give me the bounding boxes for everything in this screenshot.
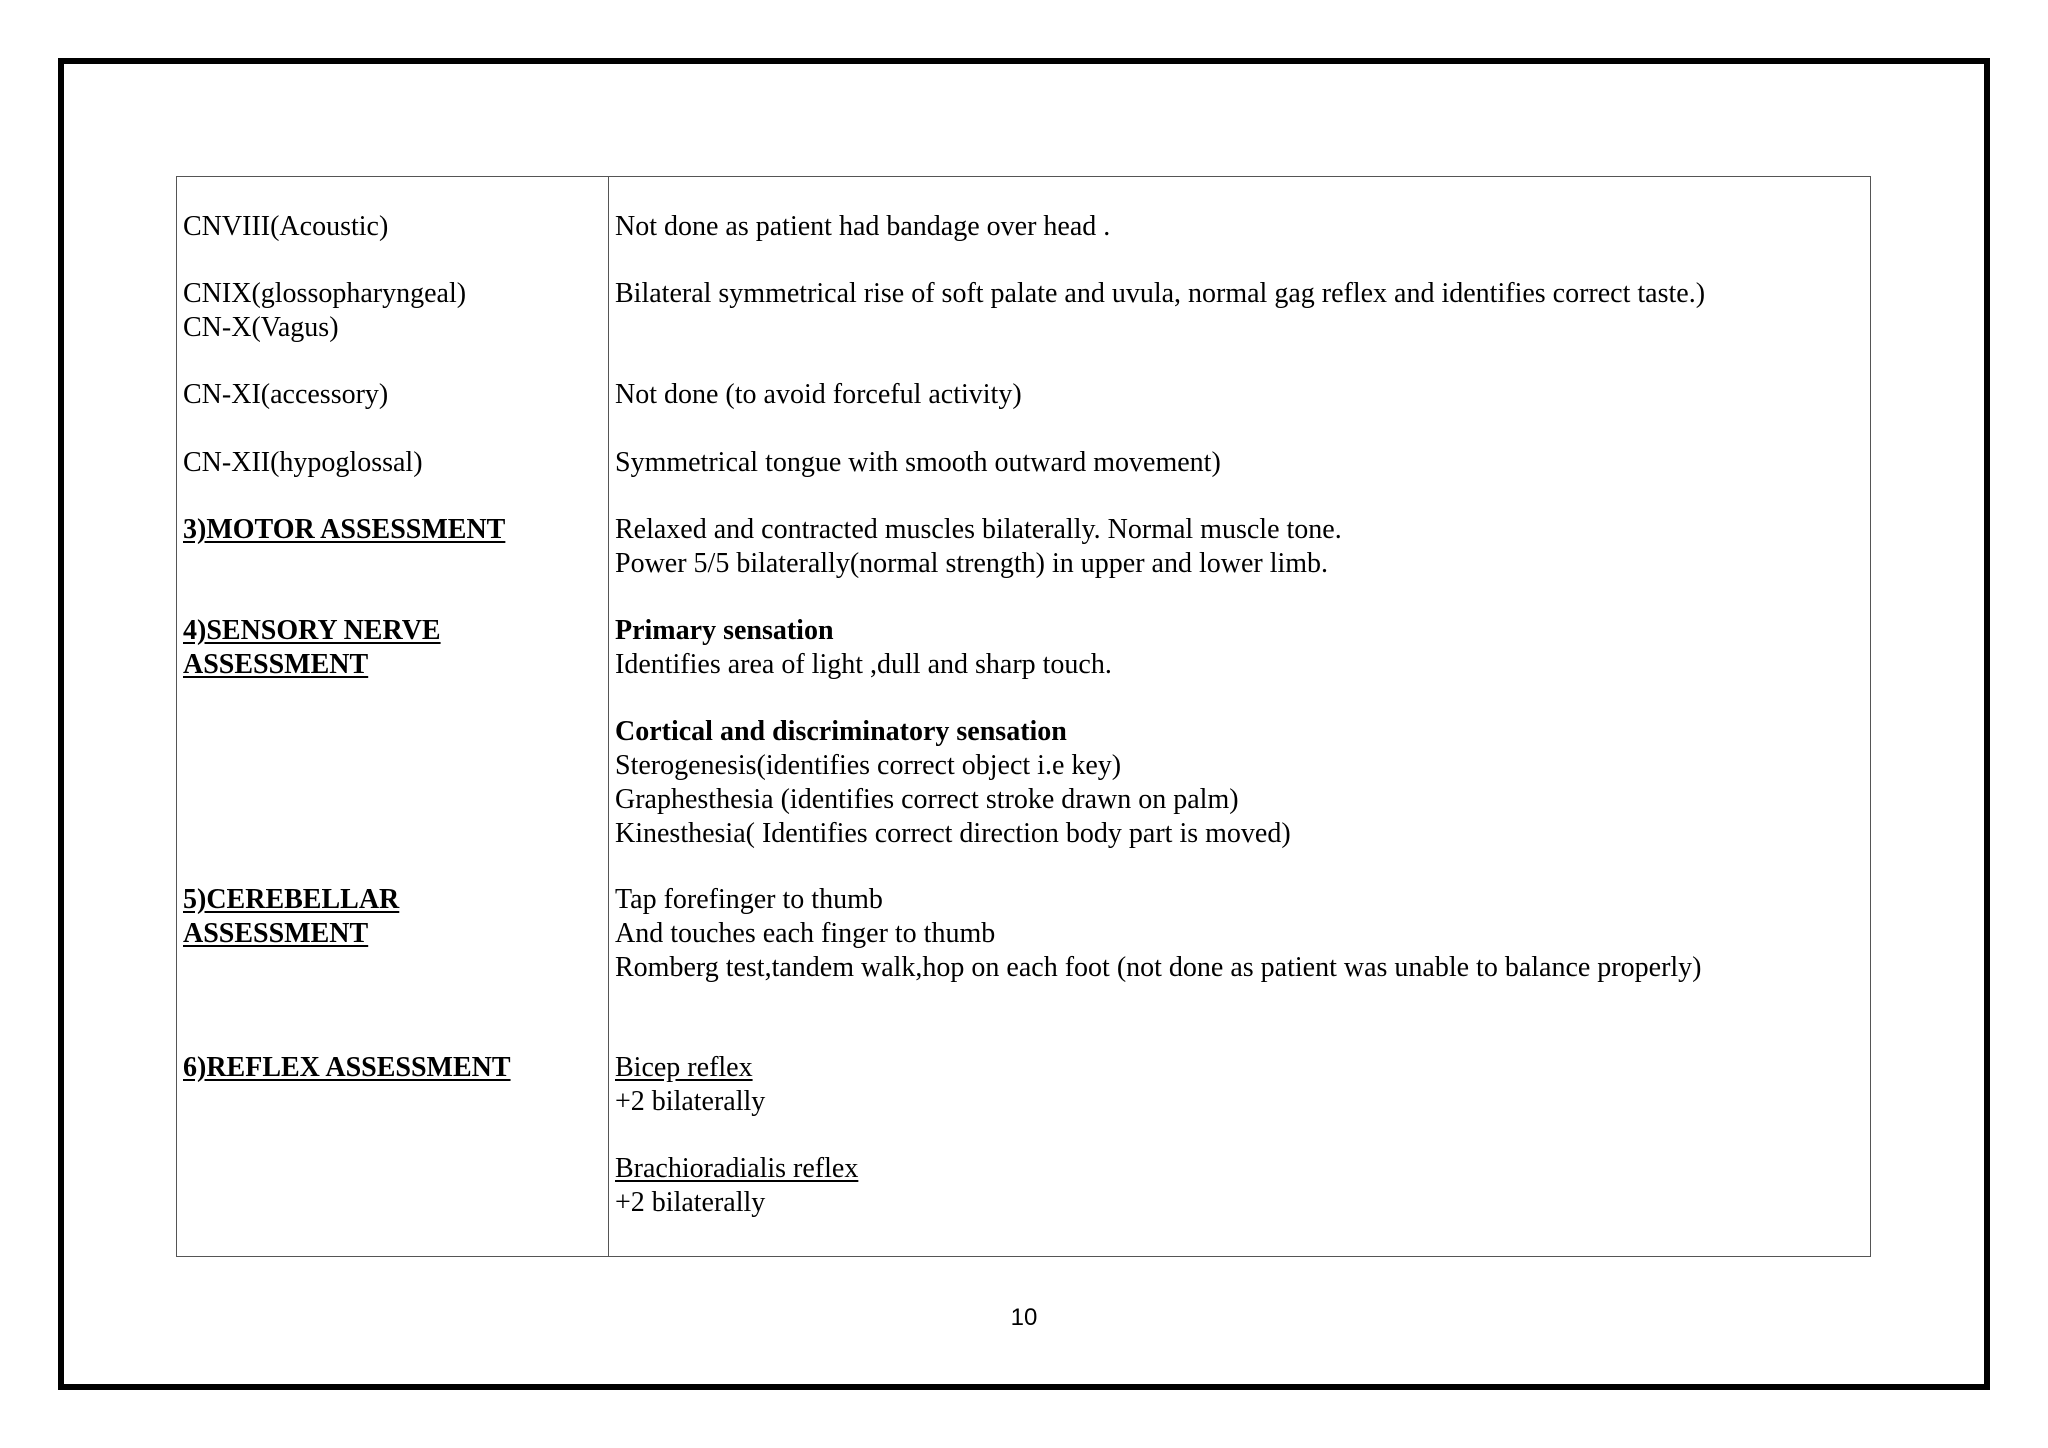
primary-sensation-text: Identifies area of light ,dull and sharp touch.: [615, 649, 1112, 680]
cortical-sensation-title: Cortical and discriminatory sensation: [615, 716, 1067, 747]
cerebellar-line1: Tap forefinger to thumb: [615, 884, 883, 915]
primary-sensation-title: Primary sensation: [615, 615, 834, 646]
cerebellar-line2: And touches each finger to thumb: [615, 918, 996, 949]
bicep-reflex-value: +2 bilaterally: [615, 1086, 766, 1117]
finding-motor-line1: Relaxed and contracted muscles bilaterally. Normal muscle tone.: [615, 514, 1342, 545]
heading-cerebellar-line1: 5)CEREBELLAR: [183, 884, 400, 915]
brachioradialis-reflex-title: Brachioradialis reflex: [615, 1153, 859, 1184]
finding-cn8: Not done as patient had bandage over head .: [615, 211, 1111, 242]
heading-sensory-line1: 4)SENSORY NERVE: [183, 615, 441, 646]
heading-reflex: 6)REFLEX ASSESSMENT: [183, 1052, 511, 1083]
label-cn12: CN-XII(hypoglossal): [183, 447, 423, 478]
brachioradialis-reflex-value: +2 bilaterally: [615, 1187, 766, 1218]
label-cn10: CN-X(Vagus): [183, 312, 339, 343]
heading-sensory-line2: ASSESSMENT: [183, 649, 369, 680]
cortical-line-kinesthesia: Kinesthesia( Identifies correct direction body part is moved): [615, 818, 1291, 849]
label-cn11: CN-XI(accessory): [183, 379, 389, 410]
bicep-reflex-title: Bicep reflex: [615, 1052, 753, 1083]
cortical-line-graphesthesia: Graphesthesia (identifies correct stroke drawn on palm): [615, 784, 1239, 815]
heading-motor: 3)MOTOR ASSESSMENT: [183, 514, 506, 545]
finding-motor-line2: Power 5/5 bilaterally(normal strength) in upper and lower limb.: [615, 548, 1329, 579]
column-divider: [608, 177, 609, 1256]
finding-cn9-cn10: Bilateral symmetrical rise of soft palate and uvula, normal gag reflex and identifies correct taste.): [615, 278, 1706, 309]
label-cn9: CNIX(glossopharyngeal): [183, 278, 467, 309]
page-number: 10: [1010, 1304, 1038, 1331]
heading-cerebellar-line2: ASSESSMENT: [183, 918, 369, 949]
finding-cn11: Not done (to avoid forceful activity): [615, 379, 1022, 410]
cerebellar-line3: Romberg test,tandem walk,hop on each foot (not done as patient was unable to balance properly): [615, 952, 1702, 983]
label-cn8: CNVIII(Acoustic): [183, 211, 389, 242]
finding-cn12: Symmetrical tongue with smooth outward movement): [615, 447, 1221, 478]
cortical-line-sterogenesis: Sterogenesis(identifies correct object i.e key): [615, 750, 1122, 781]
